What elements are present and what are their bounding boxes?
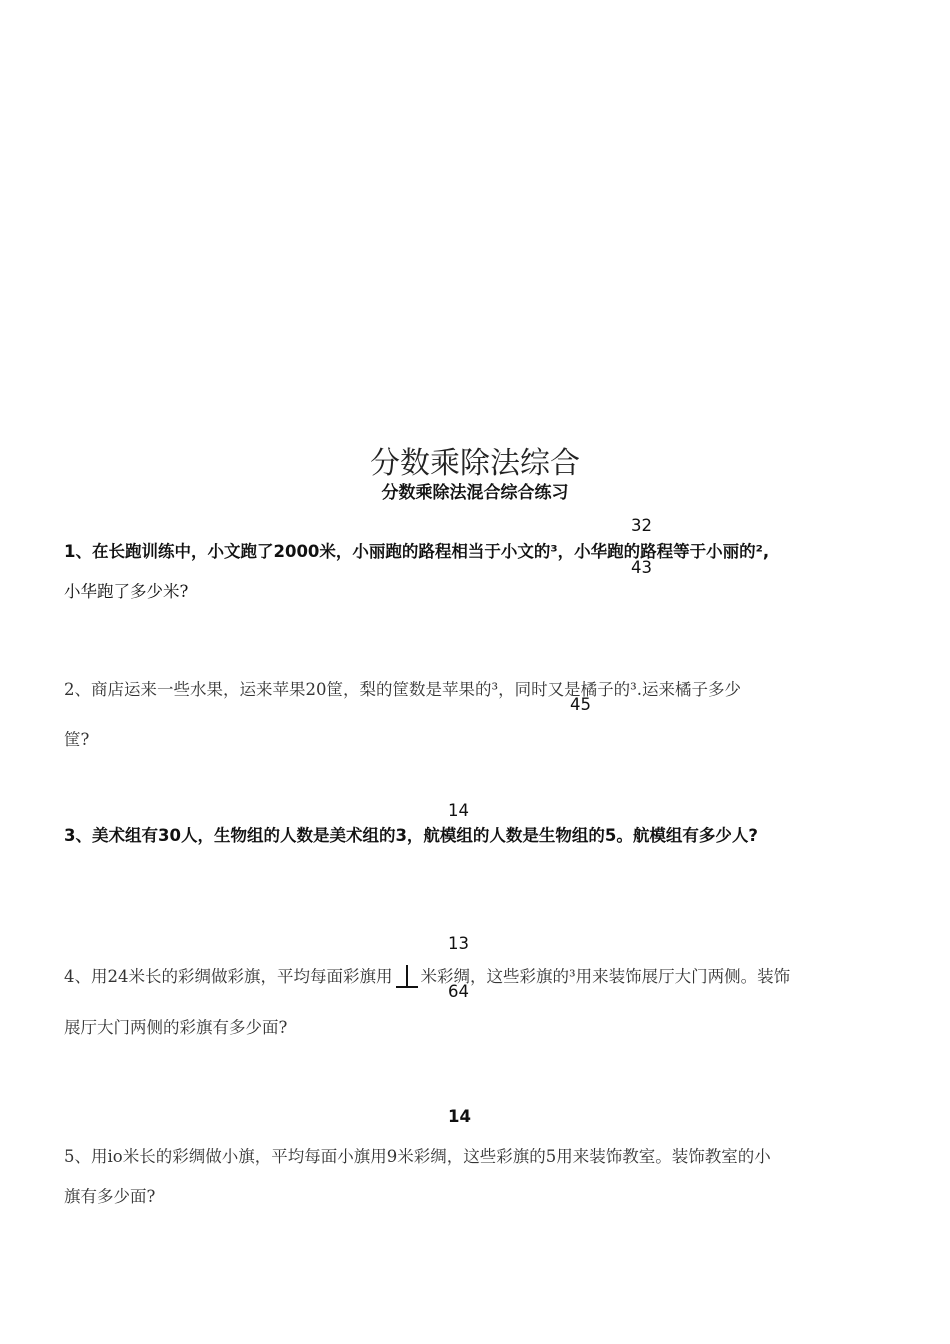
q4-fraction-denominators: 64 [448, 982, 469, 1001]
q1-fraction-numerators: 32 [631, 516, 652, 535]
q4-line-2: 展厅大门两侧的彩旗有多少面? [64, 1018, 288, 1037]
q5-line-2: 旗有多少面? [64, 1187, 156, 1206]
q4-line-1 [64, 963, 790, 987]
q4-fraction-numerators: 13 [448, 934, 469, 953]
page-title: 分数乘除法综合 [370, 446, 580, 481]
q3-line-1: 3、美术组有30人，生物组的人数是美术组的3，航模组的人数是生物组的5。航模组有多少人? [64, 826, 758, 845]
q4-fraction-bar [393, 969, 421, 987]
q1-line-1: 1、在长跑训练中，小文跑了2000米，小丽跑的路程相当于小文的³，小华跑的路程等于小丽的², [64, 542, 770, 561]
page-subtitle: 分数乘除法混合综合练习 [381, 483, 569, 503]
q2-fraction-denominators: 45 [570, 695, 591, 714]
q3-fraction-numerators: 14 [448, 801, 469, 820]
q4-line-1-end: 米彩绸，这些彩旗的³用来装饰展厅大门两侧。装饰 [420, 967, 791, 986]
q1-line-2: 小华跑了多少米? [64, 582, 189, 601]
q4-line-1-start: 4、用24米长的彩绸做彩旗，平均每面彩旗用 [64, 967, 393, 986]
q1-fraction-denominators: 43 [631, 558, 652, 577]
q2-line-1: 2、商店运来一些水果，运来苹果20筐，梨的筐数是苹果的³，同时又是橘子的³.运来橘子多少 [64, 680, 741, 699]
q2-line-2: 筐? [64, 730, 90, 749]
q5-fraction-numerators: 14 [448, 1107, 471, 1126]
q5-line-1: 5、用io米长的彩绸做小旗，平均每面小旗用9米彩绸，这些彩旗的5用来装饰教室。装饰教室的小 [64, 1147, 771, 1166]
